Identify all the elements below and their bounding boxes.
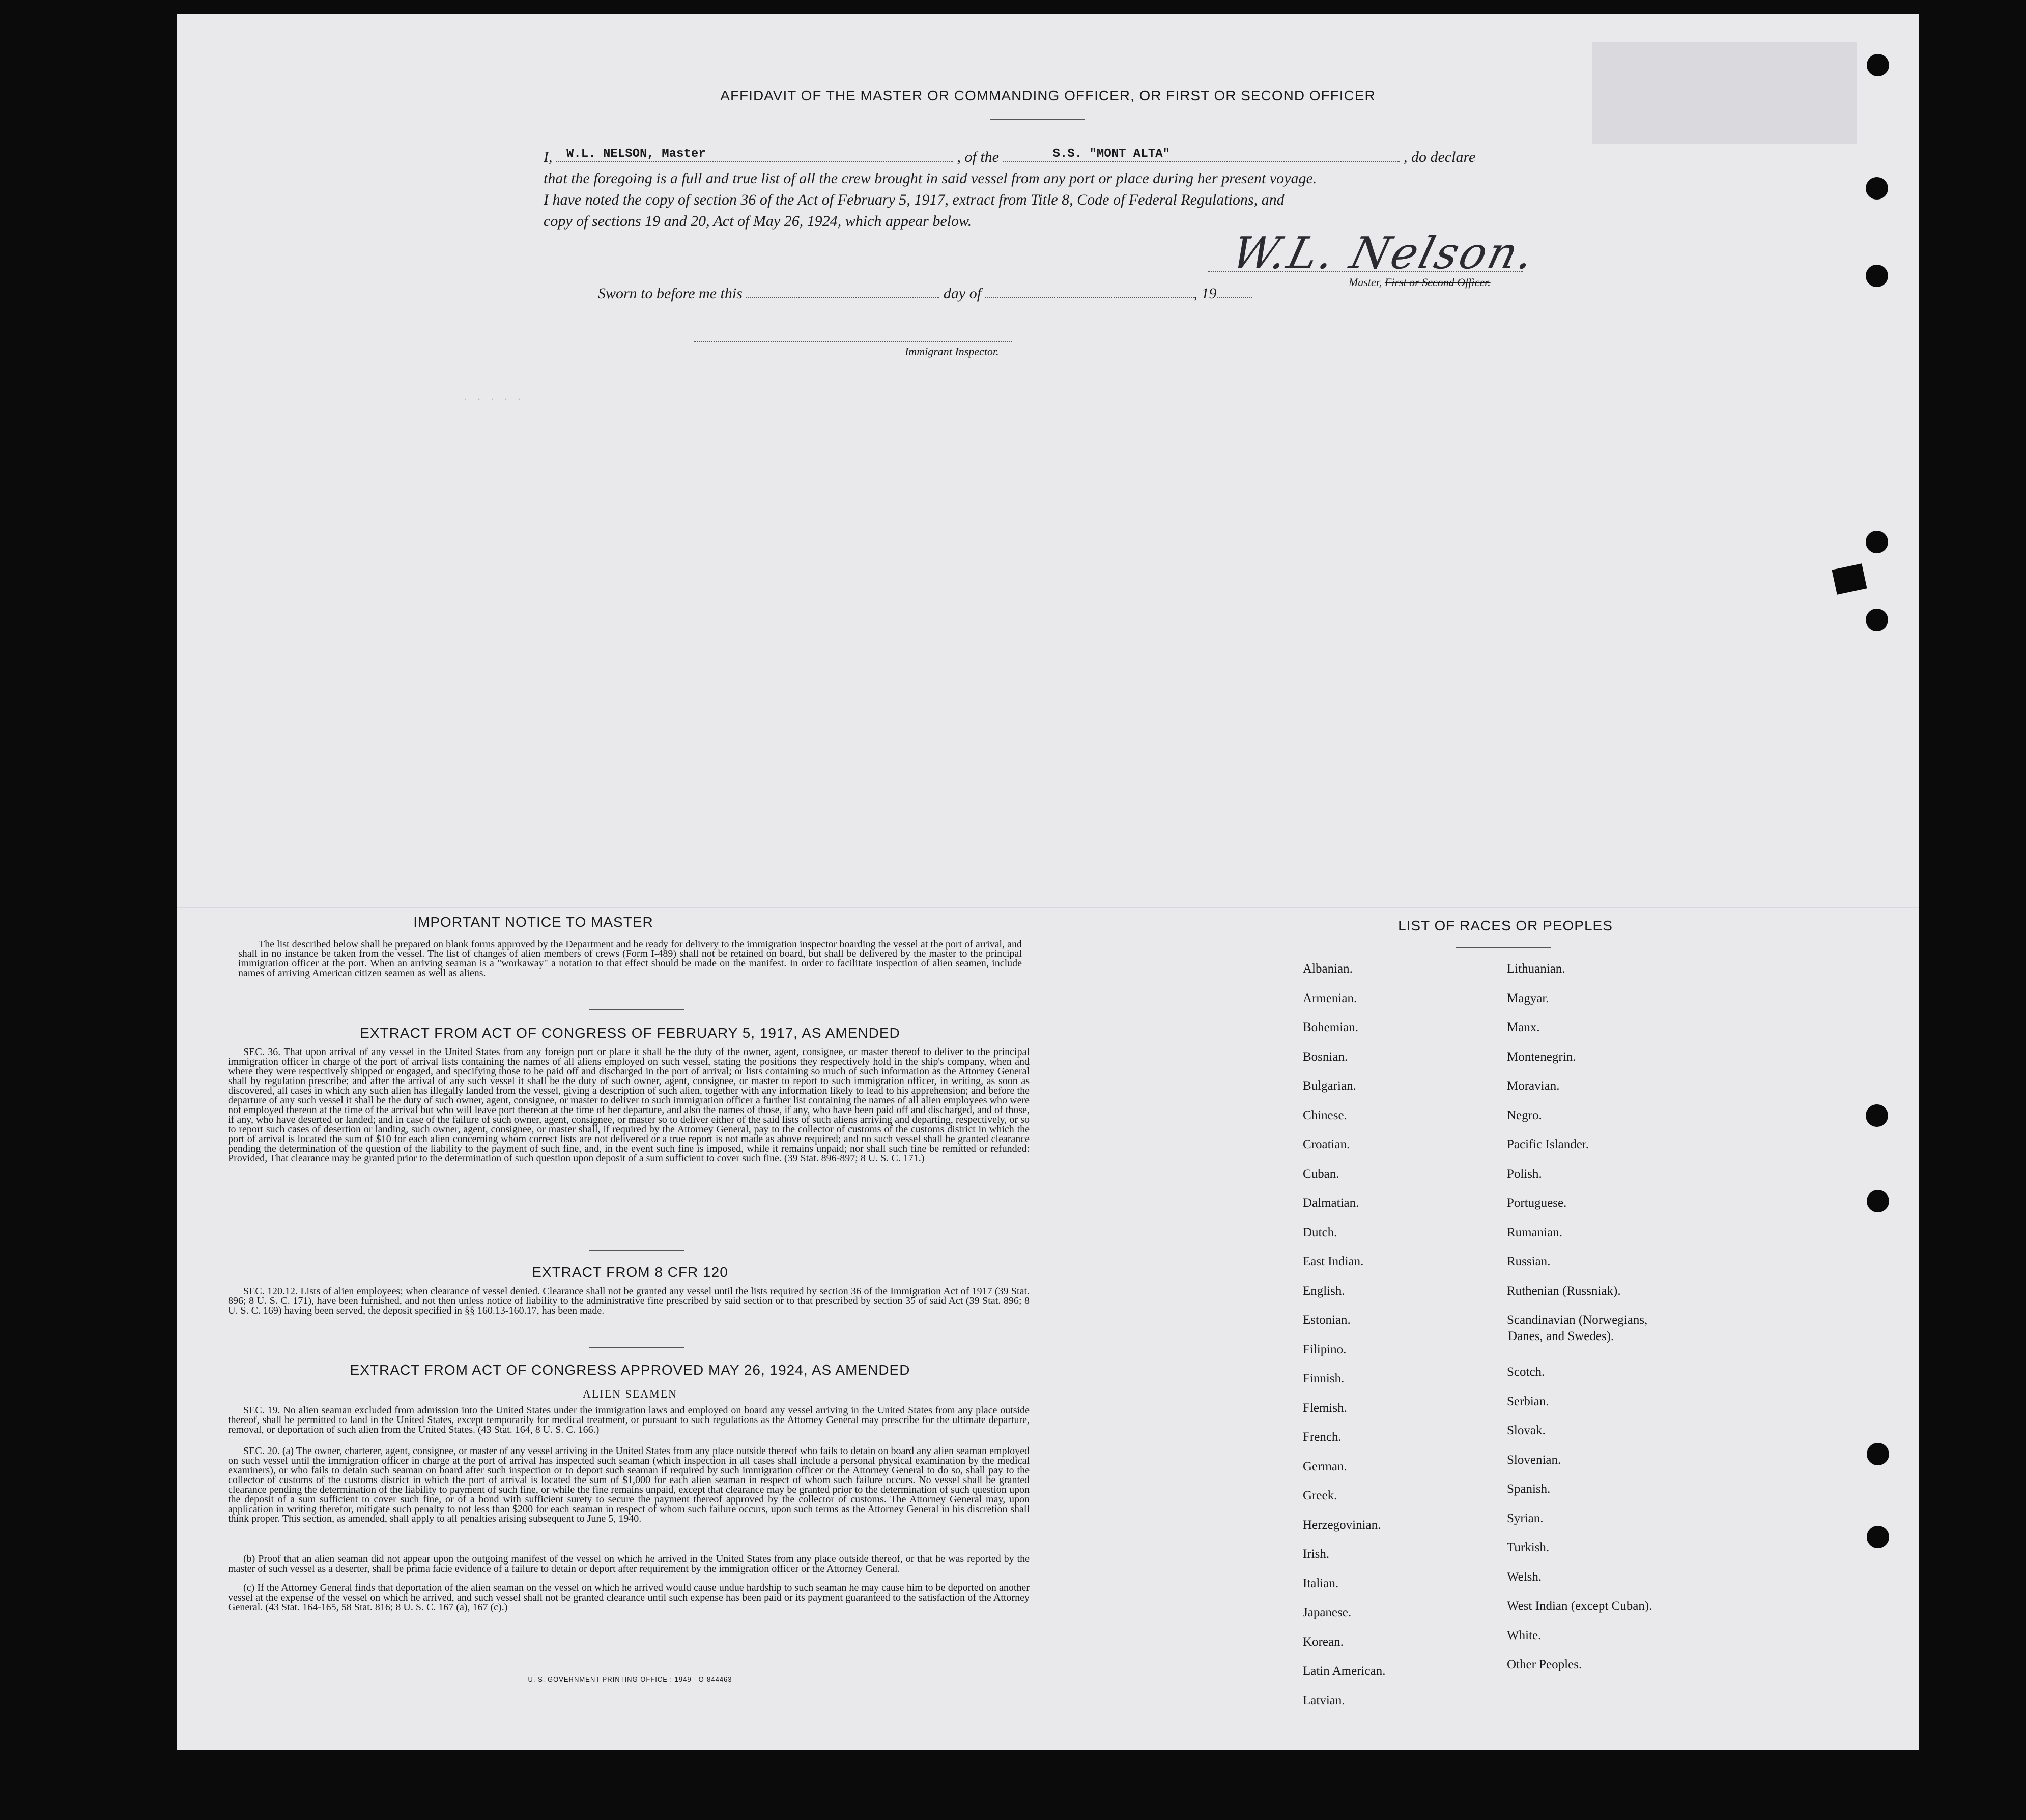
affidavit-title: AFFIDAVIT OF THE MASTER OR COMMANDING OFFICER, OR FIRST OR SECOND OFFICER — [720, 88, 1376, 103]
sworn-label: Sworn to before me this — [598, 285, 743, 302]
race-item: Bosnian. — [1303, 1049, 1348, 1064]
master-name-value: W.L. NELSON, Master — [566, 147, 706, 161]
punch-hole — [1866, 177, 1888, 200]
affidavit-line-2: that the foregoing is a full and true list of all the crew brought in said vessel from any port or place during her present voyage. — [544, 170, 1317, 187]
race-item: Armenian. — [1303, 991, 1357, 1005]
races-column-2 — [1507, 962, 1652, 1687]
race-item: Negro. — [1507, 1108, 1542, 1122]
extract-1917-body: SEC. 36. That upon arrival of any vessel in the United States from any foreign port or place it shall be the duty of the owner, agent, consignee, or master thereof to deliver to the principal immigration officer in charge of the port of arrival lists containing the names of all aliens employed on such vessel, stating the positions they respectively hold in the ship's company, when and where they were respectively shipped or engaged, and specifying those to be paid off and discharged in the port of arrival; or lists containing so much of such information as the Attorney General shall by regulation prescribe; and after the arrival of any such vessel it shall be the duty of such owner, agent, consignee, or master to report to such immigration officer, in writing, as soon as discovered, all cases in which any such alien has illegally landed from the vessel, giving a description of such alien, together with any information likely to lead to his apprehension; and before the departure of any such vessel it shall be the duty of such owner, agent, consignee, or master to deliver to such immigration officer a further list containing the names of all alien employees who were not employed thereon at the time of the arrival but who will leave port thereon at the time of her departure, and also the names of those, if any, who have been paid off and discharged, and of those, if any, who have deserted or landed; and in case of the failure of such owner, agent, consignee, or master so to deliver either of the said lists of such aliens arriving and departing, respectively, or so to report such cases of desertion or landing, such owner, agent, consignee, or master shall, if required by the Attorney General, pay to the collector of customs of the customs district in which the port of arrival is located the sum of $10 for each alien concerning whom correct lists are not delivered or a true report is not made as above required; and no such vessel shall be granted clearance pending the determination of the question of the liability to the payment of such fine, and, in the event such fine is imposed, while it remains unpaid; nor shall such fine be remitted or refunded: Provided, That clearance may be granted prior to the determination of such question upon deposit of a sum sufficient to cover such fine. (39 Stat. 896-897; 8 U. S. C. 171.) — [228, 1046, 1030, 1164]
race-item: Cuban. — [1303, 1167, 1339, 1181]
bleed-through-text: . . . . . — [462, 391, 523, 404]
punch-hole — [1866, 1104, 1888, 1127]
race-item: Korean. — [1303, 1635, 1344, 1649]
extract-1924-sec20c: (c) If the Attorney General finds that deportation of the alien seaman on the vessel on which he arrived would cause undue hardship to such seaman he may cause him to be deported on another vessel at the expense of the vessel on which he arrived, and such vessel shall not be granted clearance until such expense has been paid or its payment guaranteed to the satisfaction of the Attorney General. (43 Stat. 164-165, 58 Stat. 816; 8 U. S. C. 167 (a), 167 (c).) — [228, 1582, 1030, 1613]
affidavit-line-3: I have noted the copy of section 36 of the Act of February 5, 1917, extract from Title 8, Code of Federal Regulations, and — [544, 191, 1285, 208]
day-of-label: day of — [943, 285, 982, 302]
punch-hole — [1867, 54, 1889, 76]
race-item: Rumanian. — [1507, 1225, 1563, 1239]
divider — [589, 1009, 684, 1010]
master-label: Master, — [1349, 276, 1382, 289]
race-item: Latin American. — [1303, 1664, 1386, 1678]
inspector-line — [694, 341, 1012, 342]
races-column-1 — [1303, 962, 1385, 1723]
document-page — [177, 14, 1919, 1750]
signature-label — [1349, 276, 1491, 289]
punch-hole — [1867, 1443, 1889, 1465]
sworn-day-field — [746, 285, 939, 298]
extract-1924-sec20a: SEC. 20. (a) The owner, charterer, agent, consignee, or master of any vessel arriving in the United States from any place outside thereof who fails to detain on board any alien seaman employed on such vessel until the immigration officer in charge at the port of arrival has inspected such seaman (which inspection in all cases shall include a personal physical examination by the medical examiners), or who fails to detain such seaman on board after such inspection or to deport such seaman if required by such immigration officer or the Attorney General to do so, shall pay to the collector of customs of the customs district in which the port of arrival is located the sum of $1,000 for each alien seaman in respect of whom such failure occurs. No vessel shall be granted clearance pending the determination of the liability to payment of such fine, or while the fine remains unpaid, except that clearance may be granted prior to the determination of such question upon the deposit of a sum sufficient to cover such fine, or of a bond with sufficient surety to secure the payment thereof approved by the collector of customs. The Attorney General may, upon application in writing therefor, mitigate such penalty to not less than $200 for each seaman in respect of whom such failure occurs, upon such terms as the Attorney General in his discretion shall think proper. This section, as amended, shall apply to all penalties arising subsequent to June 5, 1940. — [228, 1445, 1030, 1524]
punch-hole — [1867, 1526, 1889, 1548]
race-item: Montenegrin. — [1507, 1049, 1576, 1064]
race-item: Serbian. — [1507, 1394, 1549, 1408]
sworn-line — [598, 285, 1252, 302]
race-item: Finnish. — [1303, 1372, 1345, 1385]
i-label: I, — [544, 149, 553, 165]
race-item: Portuguese. — [1507, 1196, 1567, 1210]
race-item: Scandinavian (Norwegians, — [1507, 1313, 1648, 1327]
race-item: Filipino. — [1303, 1342, 1347, 1356]
races-title: LIST OF RACES OR PEOPLES — [1398, 918, 1613, 933]
race-item: Dutch. — [1303, 1225, 1337, 1239]
race-item: Other Peoples. — [1507, 1658, 1582, 1671]
do-declare-label: , do declare — [1404, 149, 1476, 165]
race-item: Ruthenian (Russniak). — [1507, 1284, 1621, 1298]
punch-hole — [1866, 531, 1888, 553]
extract-1917-title: EXTRACT FROM ACT OF CONGRESS OF FEBRUARY 5, 1917, AS AMENDED — [360, 1025, 900, 1041]
master-name-field — [556, 149, 953, 162]
race-item: Magyar. — [1507, 991, 1549, 1005]
ink-blot — [1832, 563, 1867, 594]
sworn-month-field — [985, 285, 1194, 298]
year-label: , 19 — [1193, 285, 1217, 302]
race-item: Chinese. — [1303, 1108, 1347, 1122]
race-item: Dalmatian. — [1303, 1196, 1359, 1210]
race-item: Polish. — [1507, 1167, 1542, 1181]
affidavit-line-4: copy of sections 19 and 20, Act of May 26, 1924, which appear below. — [544, 213, 972, 230]
affidavit-line-1 — [544, 149, 1475, 166]
punch-hole — [1866, 609, 1888, 631]
extract-cfr-body: SEC. 120.12. Lists of alien employees; when clearance of vessel denied. Clearance shall not be granted any vessel until the lists required by section 36 of the Immigration Act of 1917 (39 Stat. 896; 8 U. S. C. 171), have been furnished, and not then unless notice of liability to the administrative fine prescribed by said section or to that prescribed by section 35 of said Act (39 Stat. 896; 8 U. S. C. 169) having been served, the deposit specified in §§ 160.13-160.17, has been made. — [228, 1286, 1030, 1316]
race-item: Japanese. — [1303, 1606, 1352, 1619]
race-item: Herzegovinian. — [1303, 1518, 1381, 1532]
race-item: Welsh. — [1507, 1570, 1542, 1584]
race-item: Spanish. — [1507, 1482, 1551, 1496]
notice-body: The list described below shall be prepared on blank forms approved by the Department and be ready for delivery to the immigration inspector boarding the vessel at the port of arrival, and shall in no instance be taken from the vessel. The list of changes of alien members of crews (Form I-489) shall not be retained on board, but shall be delivered by the master to the principal immigration officer at the port. When an arriving seaman is a "workaway" a notation to that effect should be made on the manifest. In order to facilitate inspection of alien seamen, include names of arriving American citizen seamen as well as aliens. — [238, 939, 1022, 979]
signature: W.L. Nelson. — [1226, 228, 1542, 279]
notice-title: IMPORTANT NOTICE TO MASTER — [413, 914, 653, 930]
race-item: Moravian. — [1507, 1079, 1560, 1093]
printer-imprint: U. S. GOVERNMENT PRINTING OFFICE : 1949—O-844463 — [528, 1675, 732, 1683]
race-item: Lithuanian. — [1507, 962, 1565, 976]
divider — [589, 1250, 684, 1251]
race-item: Flemish. — [1303, 1401, 1347, 1415]
extract-1924-title: EXTRACT FROM ACT OF CONGRESS APPROVED MAY 26, 1924, AS AMENDED — [350, 1362, 910, 1378]
race-item: West Indian (except Cuban). — [1507, 1599, 1652, 1613]
race-item: Italian. — [1303, 1576, 1339, 1590]
extract-1924-sec20b: (b) Proof that an alien seaman did not appear upon the outgoing manifest of the vessel on which he arrived in the United States from any place outside thereof, or that he was reported by the master of such vessel as a deserter, shall be prima facie evidence of a failure to detain or deport after requirement by the immigration officer or the Attorney General. — [228, 1553, 1030, 1574]
extract-1924-sec19: SEC. 19. No alien seaman excluded from admission into the United States under the immigration laws and employed on board any vessel arriving in the United States from any place outside thereof, shall be permitted to land in the United States, except temporarily for medical treatment, or pursuant to such regulations as the Attorney General may prescribe for the ultimate departure, removal, or deportation of such alien from the United States. (43 Stat. 164, 8 U. S. C. 166.) — [228, 1405, 1030, 1435]
race-item: White. — [1507, 1628, 1542, 1642]
vessel-field — [1003, 149, 1400, 162]
race-item: Slovak. — [1507, 1424, 1546, 1437]
signature-line — [1208, 271, 1523, 272]
race-item: Croatian. — [1303, 1138, 1350, 1151]
race-item: Greek. — [1303, 1489, 1337, 1502]
race-item: Pacific Islander. — [1507, 1138, 1589, 1151]
race-item: East Indian. — [1303, 1255, 1364, 1268]
sworn-year-field — [1217, 285, 1252, 298]
race-item: Turkish. — [1507, 1541, 1550, 1554]
divider — [1456, 947, 1551, 948]
race-item: Latvian. — [1303, 1693, 1345, 1708]
race-item: Albanian. — [1303, 962, 1353, 976]
race-item: Bulgarian. — [1303, 1079, 1356, 1093]
extract-1924-subtitle: ALIEN SEAMEN — [583, 1387, 677, 1400]
divider — [990, 119, 1085, 120]
punch-hole — [1867, 1190, 1889, 1212]
of-the-label: , of the — [957, 149, 999, 165]
officer-label-struck: First or Second Officer. — [1384, 276, 1491, 289]
race-item: Scotch. — [1507, 1365, 1545, 1379]
divider — [589, 1347, 684, 1348]
race-item: Irish. — [1303, 1547, 1330, 1561]
race-item: Estonian. — [1303, 1313, 1351, 1327]
race-item: French. — [1303, 1430, 1342, 1444]
vessel-value: S.S. "MONT ALTA" — [1052, 147, 1170, 161]
race-item: Slovenian. — [1507, 1453, 1561, 1467]
punch-hole — [1866, 265, 1888, 287]
extract-cfr-title: EXTRACT FROM 8 CFR 120 — [532, 1264, 728, 1280]
race-item: Syrian. — [1507, 1511, 1544, 1525]
race-item: Danes, and Swedes). — [1508, 1329, 1614, 1343]
inspector-label: Immigrant Inspector. — [905, 345, 999, 358]
race-item: Manx. — [1507, 1020, 1540, 1034]
race-item: English. — [1303, 1284, 1345, 1298]
race-item: German. — [1303, 1459, 1347, 1473]
race-item: Russian. — [1507, 1255, 1551, 1268]
race-item: Bohemian. — [1303, 1020, 1359, 1034]
